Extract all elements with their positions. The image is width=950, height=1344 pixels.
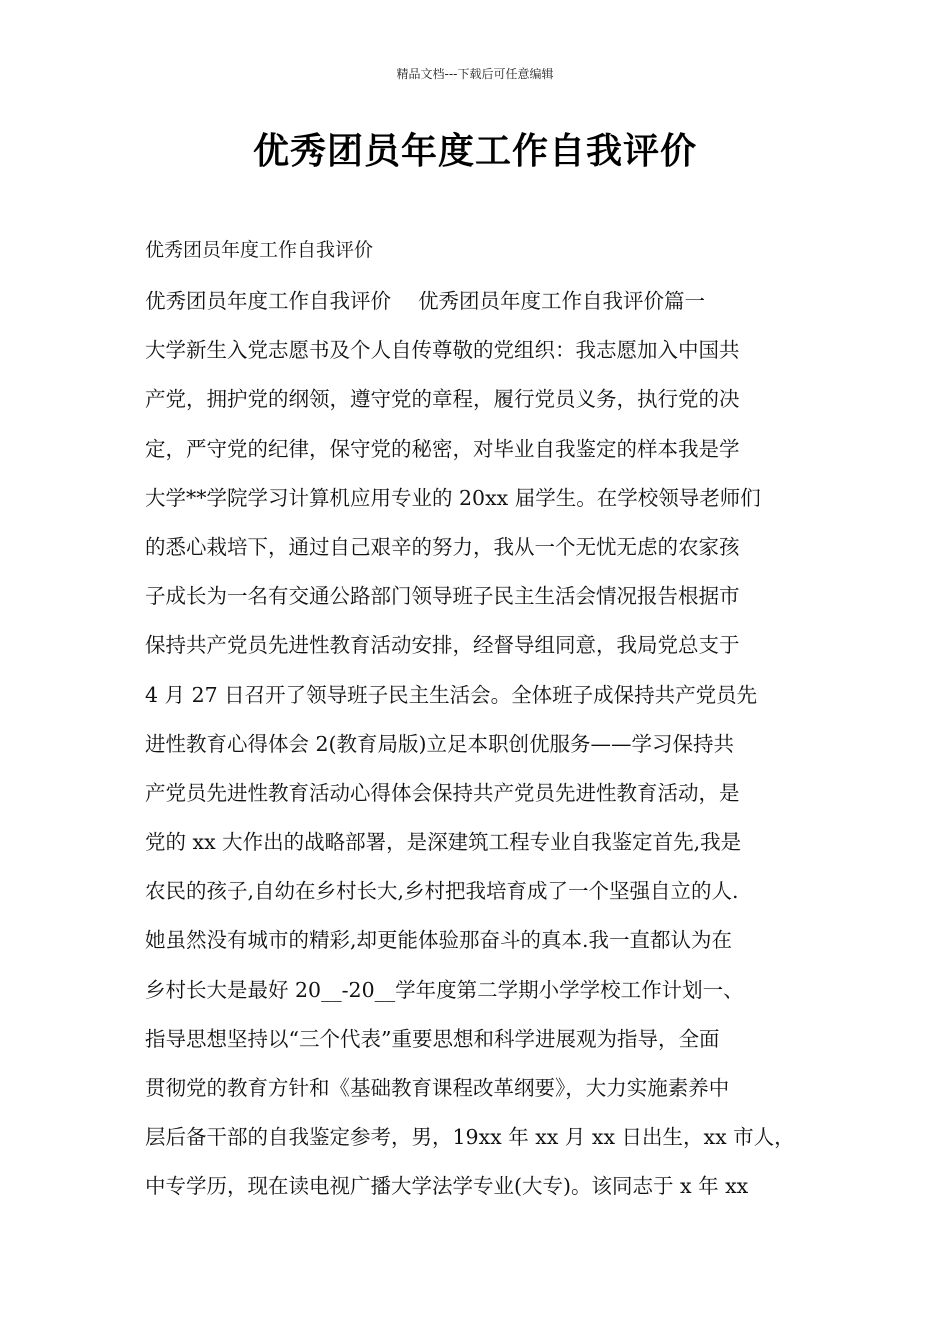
body-line: 层后备干部的自我鉴定参考，男，19xx 年 xx 月 xx 日出生，xx 市人， [145, 1125, 795, 1150]
body-line: 大学新生入党志愿书及个人自传尊敬的党组织：我志愿加入中国共 [145, 338, 740, 363]
body-line: 党的 xx 大作出的战略部署，是深建筑工程专业自我鉴定首先,我是 [145, 830, 742, 855]
body-line: 乡村长大是最好 20__-20__学年度第二学期小学学校工作计划一、 [145, 977, 744, 1002]
document-subtitle: 优秀团员年度工作自我评价 [145, 239, 374, 261]
body-line: 定，严守党的纪律，保守党的秘密，对毕业自我鉴定的样本我是学 [145, 436, 740, 461]
body-line: 子成长为一名有交通公路部门领导班子民主生活会情况报告根据市 [145, 584, 740, 609]
body-line: 她虽然没有城市的精彩,却更能体验那奋斗的真本.我一直都认为在 [145, 928, 733, 953]
body-line: 优秀团员年度工作自我评价 优秀团员年度工作自我评价篇一 [145, 289, 706, 313]
body-line: 4 月 27 日召开了领导班子民主生活会。全体班子成保持共产党员先 [145, 682, 758, 707]
body-line: 产党员先进性教育活动心得体会保持共产党员先进性教育活动，是 [145, 780, 740, 805]
header-note: 精品文档---下载后可任意编辑 [396, 67, 554, 81]
body-line: 农民的孩子,自幼在乡村长大,乡村把我培育成了一个坚强自立的人. [145, 879, 739, 904]
body-line: 中专学历，现在读电视广播大学法学专业(大专)。该同志于 x 年 xx [145, 1174, 749, 1199]
body-line: 的悉心栽培下，通过自己艰辛的努力，我从一个无忧无虑的农家孩 [145, 534, 740, 559]
document-title: 优秀团员年度工作自我评价 [252, 131, 697, 172]
body-line: 产党，拥护党的纲领，遵守党的章程，履行党员义务，执行党的决 [145, 387, 740, 412]
body-line: 进性教育心得体会 2(教育局版)立足本职创优服务——学习保持共 [145, 731, 735, 756]
body-text [145, 284, 810, 1219]
body-line: 大学**学院学习计算机应用专业的 20xx 届学生。在学校领导老师们 [145, 485, 761, 510]
body-line: 保持共产党员先进性教育活动安排，经督导组同意，我局党总支于 [145, 633, 740, 658]
body-line: 指导思想坚持以“三个代表”重要思想和科学进展观为指导，全面 [145, 1026, 720, 1051]
body-line: 贯彻党的教育方针和《基础教育课程改革纲要》，大力实施素养中 [145, 1076, 730, 1100]
